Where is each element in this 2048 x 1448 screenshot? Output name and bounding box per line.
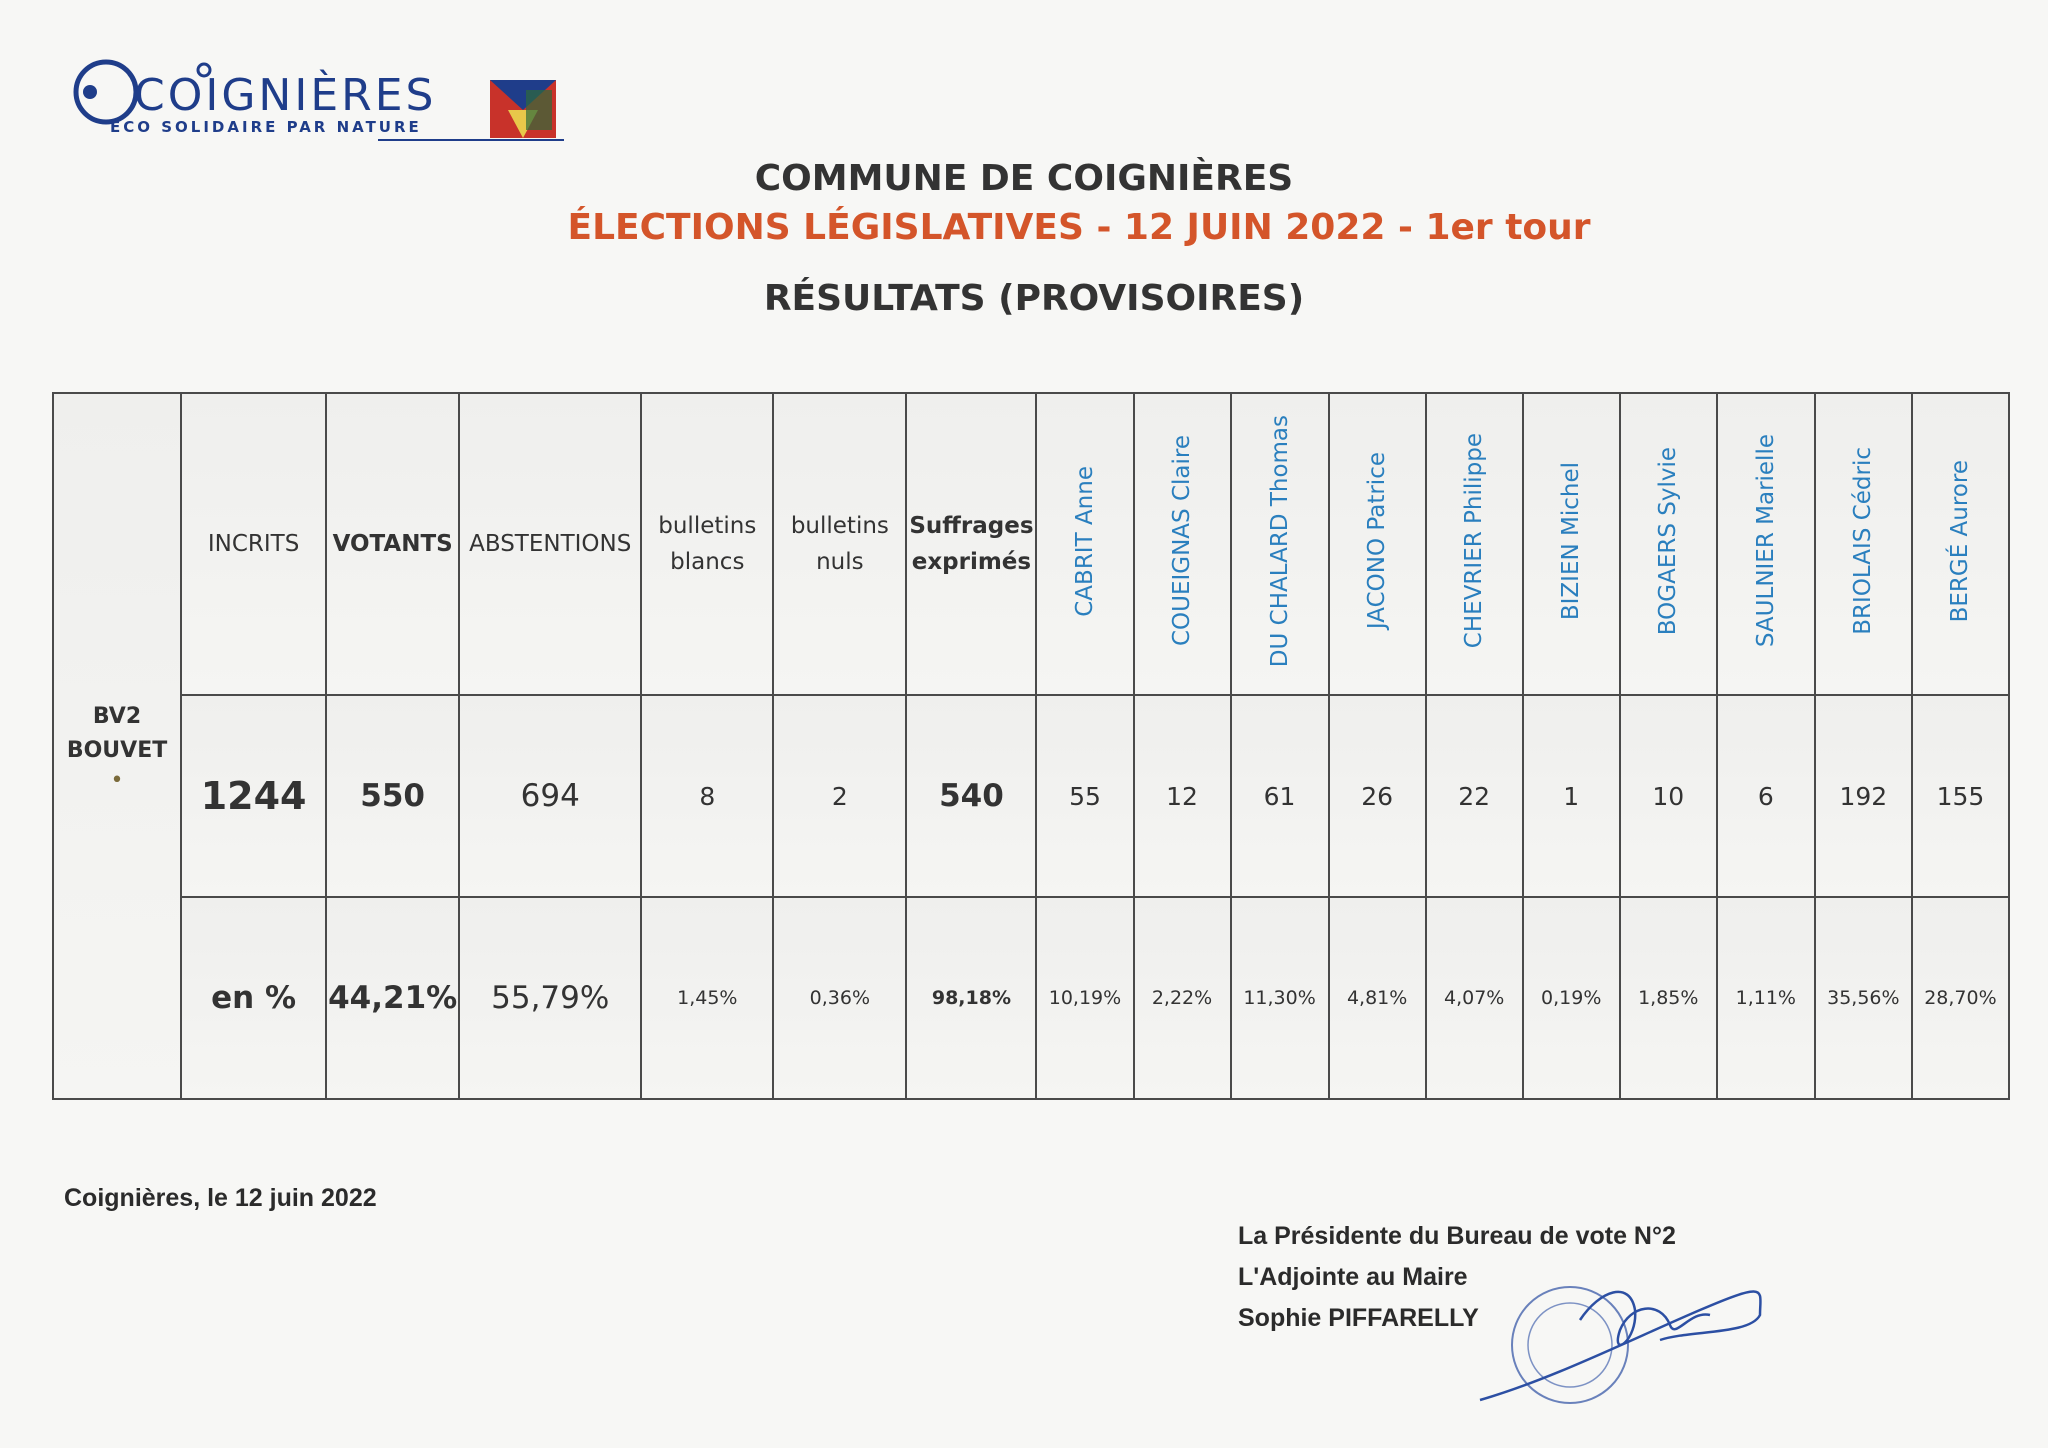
percent-blancs: 1,45% [641,897,773,1099]
candidate-votes: 12 [1134,695,1231,897]
candidate-votes: 26 [1329,695,1426,897]
candidate-percent: 0,19% [1523,897,1620,1099]
candidate-percent: 1,11% [1717,897,1815,1099]
candidate-name: JACONO Patrice [1364,452,1391,630]
candidate-name: BIZIEN Michel [1558,461,1585,621]
candidate-name: SAULNIER Marielle [1752,434,1779,648]
dot-mark: • [110,767,124,793]
candidate-header [1426,393,1523,695]
candidate-percent: 10,19% [1036,897,1133,1099]
candidate-name: BRIOLAIS Cédric [1850,447,1877,635]
candidate-percent: 4,07% [1426,897,1523,1099]
candidate-votes: 1 [1523,695,1620,897]
election-title: ÉLECTIONS LÉGISLATIVES - 12 JUIN 2022 - 1er tour [567,207,1591,248]
signatory-title: L'Adjointe au Maire [1238,1263,1468,1291]
logo-tagline: ÉCO SOLIDAIRE PAR NATURE [110,118,422,136]
header-votants: VOTANTS [326,393,459,695]
candidate-name: BERGÉ Aurore [1947,459,1974,623]
value-nuls: 2 [773,695,906,897]
commune-title: COMMUNE DE COIGNIÈRES [754,158,1294,199]
value-exprimes: 540 [906,695,1036,897]
candidate-name: DU CHALARD Thomas [1266,414,1293,668]
signature-stamp [1460,1270,1780,1420]
value-abstentions: 694 [459,695,641,897]
signatory-role: La Présidente du Bureau de vote N°2 [1238,1222,1676,1250]
candidate-header [1717,393,1815,695]
header-abstentions: ABSTENTIONS [459,393,641,695]
header-blancs [641,393,773,695]
candidate-votes: 55 [1036,695,1133,897]
candidate-votes: 10 [1620,695,1717,897]
values-row [53,695,2009,897]
header-nuls-line1: bulletins [790,513,889,539]
results-table [52,392,2010,1100]
candidate-name: CHEVRIER Philippe [1461,433,1488,649]
candidate-percent: 4,81% [1329,897,1426,1099]
document-date: Coignières, le 12 juin 2022 [64,1184,377,1212]
percent-abstentions: 55,79% [459,897,641,1099]
candidate-percent: 35,56% [1815,897,1912,1099]
candidate-header [1134,393,1231,695]
candidate-header [1620,393,1717,695]
percent-nuls: 0,36% [773,897,906,1099]
header-nuls-line2: nuls [816,549,864,575]
candidate-name: COUEIGNAS Claire [1169,435,1196,647]
header-exprimes-line2: exprimés [911,549,1032,575]
signatory-name: Sophie PIFFARELLY [1238,1304,1479,1332]
candidate-percent: 1,85% [1620,897,1717,1099]
candidate-percent: 11,30% [1231,897,1329,1099]
header-blancs-line1: bulletins [658,513,757,539]
polling-station-code: BV2 [92,703,142,729]
polling-station-name: BOUVET [66,737,168,763]
percent-votants: 44,21% [326,897,459,1099]
candidate-header [1036,393,1133,695]
header-exprimes-line1: Suffrages [909,513,1034,539]
candidate-votes: 6 [1717,695,1815,897]
results-title: RÉSULTATS (PROVISOIRES) [763,278,1305,319]
candidate-header [1523,393,1620,695]
candidate-percent: 2,22% [1134,897,1231,1099]
candidate-percent: 28,70% [1912,897,2009,1099]
header-row [53,393,2009,695]
candidate-name: CABRIT Anne [1071,465,1098,617]
header-exprimes [906,393,1036,695]
candidate-name: BOGAERS Sylvie [1655,446,1682,636]
candidate-header [1912,393,2009,695]
percent-exprimes: 98,18% [906,897,1036,1099]
polling-station-cell [53,393,181,1099]
candidate-header [1329,393,1426,695]
value-inscrits: 1244 [181,695,326,897]
percent-row [53,897,2009,1099]
candidate-header [1815,393,1912,695]
commune-logo [68,52,588,152]
candidate-votes: 192 [1815,695,1912,897]
value-blancs: 8 [641,695,773,897]
candidate-votes: 61 [1231,695,1329,897]
candidate-header [1231,393,1329,695]
value-votants: 550 [326,695,459,897]
header-blancs-line2: blancs [670,549,745,575]
header-inscrits: INCRITS [181,393,326,695]
logo-wordmark: COIGNIÈRES [134,70,437,121]
header-nuls [773,393,906,695]
percent-label: en % [181,897,326,1099]
candidate-votes: 155 [1912,695,2009,897]
candidate-votes: 22 [1426,695,1523,897]
